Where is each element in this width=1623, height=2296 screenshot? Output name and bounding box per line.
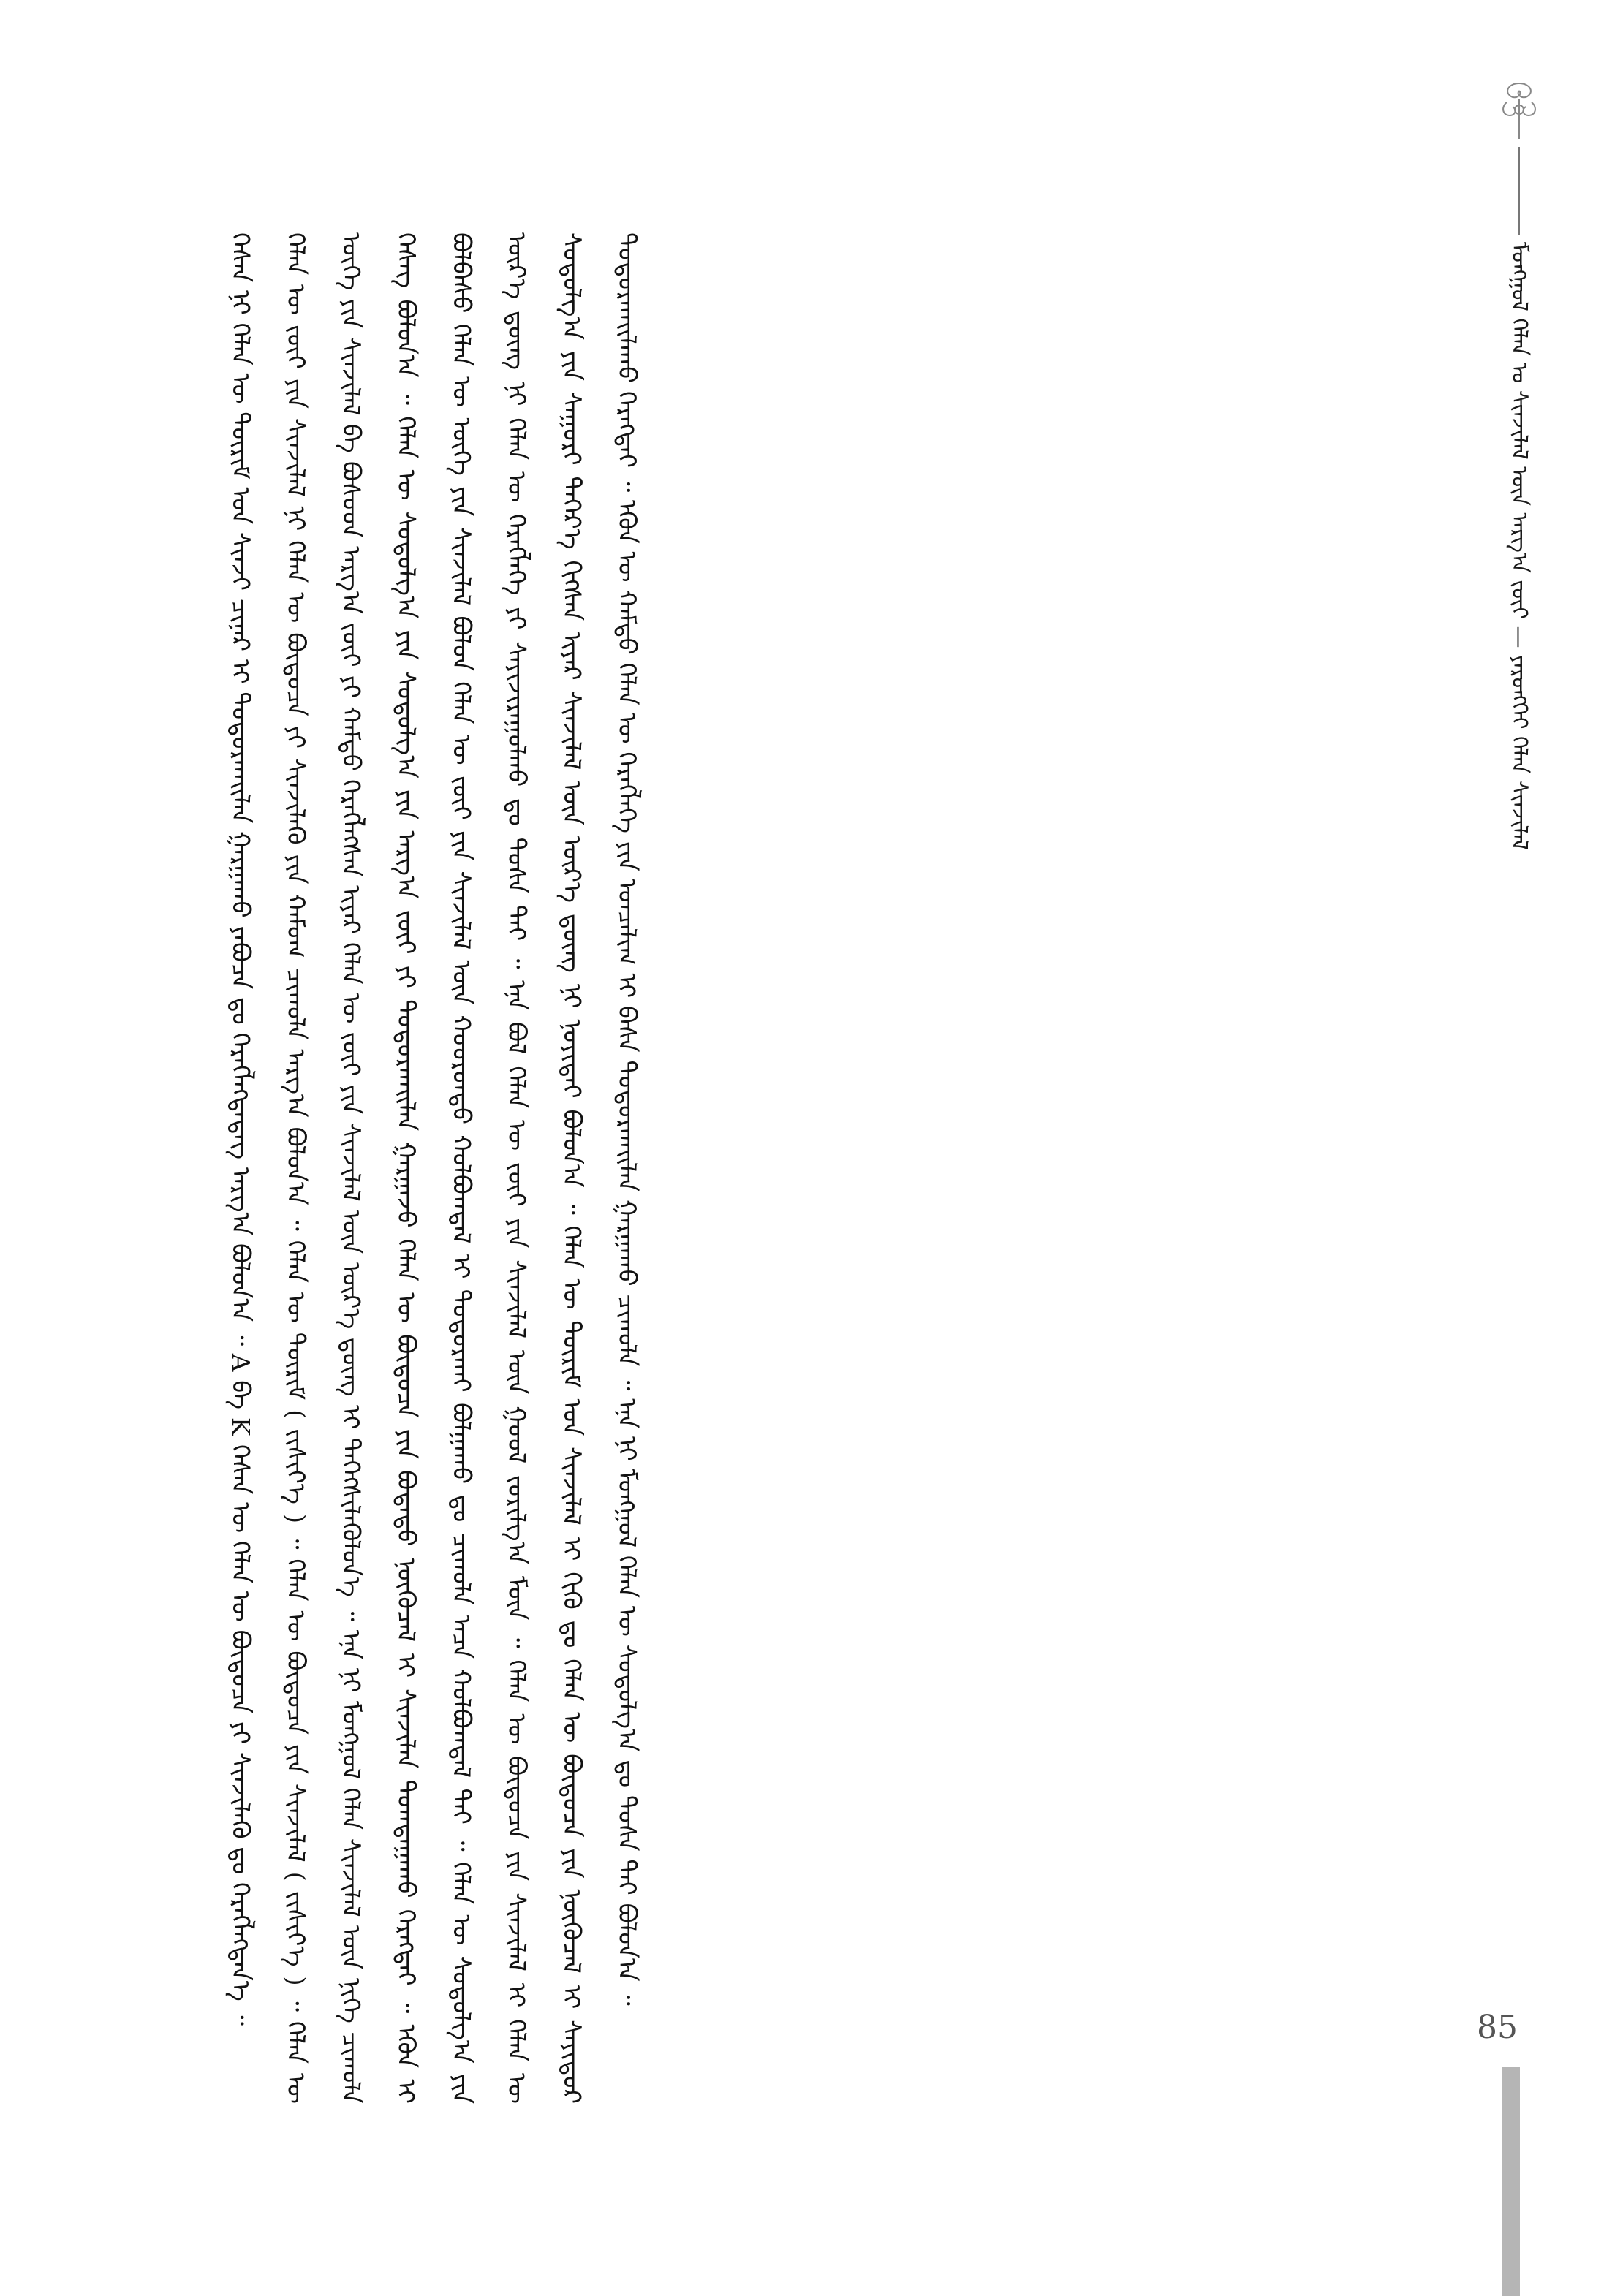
header-rule bbox=[1518, 147, 1520, 235]
page-edge-tab bbox=[1502, 2067, 1520, 2296]
page-number: 85 bbox=[1477, 2009, 1518, 2046]
running-header-text: ᠮᠣᠩᠭᠣᠯ ᠬᠡᠯᠡᠨ ᠤ ᠰᠢᠨᠵᠢᠯᠡᠯ ᠦᠨ ᠠᠷᠭ᠎ᠠ ᠵᠦᠢ — ᠶᠡᠷᠦᠩᠬᠡᠢ ᠬᠡᠯᠡᠨ ᠰᠢᠨᠵᠢᠯᠡᠯ bbox=[1506, 242, 1532, 850]
ornament-icon bbox=[1494, 80, 1545, 143]
paragraph: ᠭᠡᠰᠡᠨ ᠨᠢ ᠬᠡᠯᠡᠨ ᠦ ᠳᠦᠷᠢᠮ ᠤᠨ ᠰᠢᠨᠵᠢ ᠴᠢᠨᠠᠷ ᠢ ᠲᠣᠳᠣᠷᠬᠠᠢᠯᠠᠨ ᠭᠠᠷᠭᠠᠬᠤ ᠶᠠᠪᠤᠴᠠ ᠳᠤ ᠬᠡᠷᠡᠭᠯᠡᠭᠳᠡᠳᠡᠭ ᠠᠷᠭ᠎ᠠ ᠪᠣᠯᠤᠨ᠎ᠠ ᠃ A ᠪᠠ K ᠭᠡᠰᠡᠨ ᠦ ᠬᠡᠯᠡᠨ ᠦ ᠪᠦᠲᠦᠴᠡ ᠶᠢ ᠰᠢᠨᠵᠢᠯᠡᠬᠦ ᠳᠤ ᠬᠡᠷᠡᠭᠯᠡᠭᠳᠡᠨ᠎ᠡ ᠃ bbox=[225, 232, 255, 2026]
body-text bbox=[212, 232, 1524, 2104]
paragraph: ᠬᠡᠯᠡᠨ ᠦ ᠵᠦᠢ ᠶᠢᠨ ᠰᠢᠨᠵᠢᠯᠡᠯ ᠨᠢ ᠬᠡᠯᠡᠨ ᠦ ᠪᠦᠲᠦᠴᠡ ᠶᠢ ᠰᠢᠨᠵᠢᠯᠡᠬᠦ ᠶᠢᠨ ᠬᠠᠮᠤᠭ ᠴᠢᠬᠤᠯᠠ ᠠᠷᠭ᠎ᠠ ᠪᠣᠯᠤᠨ᠎ᠠ ᠃ ᠬᠡᠯᠡᠨ ᠦ ᠳᠦᠷᠢᠮ ( ᠵᠢᠱᠢᠶ᠎ᠡ ) ᠃ ᠬᠡᠯᠡᠨ ᠦ ᠪᠦᠲᠦᠴᠡ ᠶᠢᠨ ᠰᠢᠨᠵᠢᠯᠡᠯ ( ᠵᠢᠱᠢᠶ᠎ᠡ ) ᠃ ᠬᠡᠯᠡᠨ ᠦ ᠦᠭᠡ ᠶᠢᠨ ᠰᠢᠨᠵᠢᠯᠡᠯ ᠪᠠ ᠪᠤᠰᠤᠳ ᠠᠷᠭ᠎ᠠ ᠵᠦᠢ ᠶᠢ ᠬᠠᠮᠲᠤ ᠬᠡᠷᠡᠭᠯᠡᠭᠰᠡᠨ ᠢᠶᠡᠷ ᠬᠡᠯᠡᠨ ᠦ ᠵᠦᠢ ᠶᠢᠨ ᠰᠢᠨᠵᠢᠯᠡᠯ ᠦᠨ ᠦᠷ᠎ᠡ ᠳ᠋ᠦᠩ ᠢ ᠳᠡᠭᠡᠭᠰᠢᠯᠡᠭᠦᠯᠦᠨ᠎ᠡ ᠃ ᠡᠨᠡ ᠨᠢ ᠮᠣᠩᠭᠣᠯ ᠬᠡᠯᠡᠨ ᠰᠢᠨᠵᠢᠯᠡᠯ ᠦᠨ ᠨᠢᠭᠡ ᠴᠢᠬᠤᠯᠠ ᠬᠡᠰᠡᠭ ᠪᠣᠯᠤᠨ᠎ᠠ ᠃ ᠬᠡᠯᠡᠨ ᠦ ᠰᠤᠳᠤᠯᠭ᠎ᠠ ᠶᠢᠨ ᠰᠤᠳᠤᠯᠭ᠎ᠠ ᠶᠢᠨ ᠠᠷᠭ᠎ᠠ ᠵᠦᠢ ᠶᠢ ᠲᠣᠳᠣᠷᠬᠠᠢᠯᠠᠨ ᠭᠠᠷᠭᠠᠵᠤ ᠬᠡᠯᠡᠨ ᠦ ᠪᠦᠲᠦᠴᠡ ᠶᠢᠨ ᠪᠣᠳᠠᠲᠤ ᠨᠥᠬᠦᠴᠡᠯ ᠢ ᠰᠢᠨᠵᠢᠯᠡᠨ ᠲᠣᠭᠲᠠᠭᠠᠬᠤ ᠬᠡᠷᠡᠭᠲᠡᠢ ᠃ ᠡᠭᠦᠨ ᠢ ᠪᠣᠯᠪᠠᠰᠤ ᠬᠡᠯᠡᠨ ᠦ ᠦᠭᠡ ᠶᠢᠨ ᠰᠢᠨᠵᠢᠯᠡᠯ ᠪᠣᠯᠤᠨ ᠬᠡᠯᠡᠨ ᠦ ᠵᠦᠢ ᠶᠢᠨ ᠰᠢᠨᠵᠢᠯᠡᠯ ᠦᠨ ᠬᠣᠣᠷᠤᠨᠳᠤ ᠬᠣᠯᠪᠣᠭᠳᠠᠯ ᠢ ᠲᠣᠳᠣᠷᠬᠠᠢ ᠪᠣᠯᠭᠠᠬᠤ ᠳᠤ ᠴᠢᠬᠤᠯᠠ ᠠᠴᠠ ᠬᠣᠯᠪᠤᠭᠳᠠᠯ ᠲᠠᠢ ᠃ ᠬᠡᠯᠡᠨ ᠦ ᠰᠤᠳᠤᠯᠭ᠎ᠠ ᠶᠢᠨ ᠦᠷ᠎ᠡ ᠳ᠋ᠦᠩ ᠨᠢ ᠬᠡᠯᠡᠨ ᠦ ᠬᠡᠷᠡᠭᠯᠡᠭᠡ ᠶᠢ ᠰᠠᠶᠢᠵᠢᠷᠠᠭᠤᠯᠬᠤ ᠳᠤ ᠲᠤᠰᠠ ᠲᠠᠢ ᠃ ᠡᠨᠡ ᠪᠣᠯ ᠬᠡᠯᠡᠨ ᠦ ᠵᠦᠢ ᠶᠢᠨ ᠰᠢᠨᠵᠢᠯᠡᠯ ᠦᠨ ᠭᠣᠣᠯ ᠵᠣᠷᠢᠯᠭ᠎ᠠ ᠮᠦᠨ ᠃ ᠬᠡᠯᠡᠨ ᠦ ᠪᠦᠲᠦᠴᠡ ᠶᠢᠨ ᠰᠢᠨᠵᠢᠯᠡᠯ ᠢ ᠬᠡᠯᠡᠨ ᠦ ᠰᠤᠳᠤᠯᠭ᠎ᠠ ᠶᠢᠨ ᠰᠠᠭᠤᠷᠢ ᠳᠡᠭᠡᠷ᠎ᠡ ᠬᠢᠭᠰᠡᠨ ᠢᠶᠡᠷ ᠰᠢᠨᠵᠢᠯᠡᠯ ᠦᠨ ᠦᠷ᠎ᠡ ᠳ᠋ᠦᠩ ᠨᠢ ᠨᠣᠶᠢᠲᠠᠢ ᠪᠣᠯᠤᠨ᠎ᠠ ᠃ ᠬᠡᠯᠡᠨ ᠦ ᠳᠦᠷᠢᠮ ᠤᠨ ᠰᠢᠨᠵᠢᠯᠡᠯ ᠢ ᠬᠢᠬᠦ ᠳᠤ ᠬᠡᠯᠡᠨ ᠦ ᠪᠦᠲᠦᠴᠡ ᠶᠢᠨ ᠨᠥᠬᠦᠴᠡᠯ ᠢ ᠰᠠᠶᠢᠲᠤᠷ ᠲᠣᠳᠣᠷᠬᠠᠢᠯᠠᠬᠤ ᠬᠡᠷᠡᠭᠲᠡᠢ ᠃ ᠡᠭᠦᠨ ᠦ ᠬᠠᠮᠲᠤ ᠬᠡᠯᠡᠨ ᠦ ᠬᠡᠷᠡᠭᠯᠡᠭᠡ ᠶᠢᠨ ᠣᠨᠴᠠᠯᠢᠭ ᠢ ᠪᠠᠰᠠ ᠲᠣᠳᠣᠷᠬᠠᠢᠯᠠᠨ ᠭᠠᠷᠭᠠᠬᠤ ᠴᠢᠬᠤᠯᠠ ᠃ ᠡᠨᠡ ᠨᠢ ᠮᠣᠩᠭᠣᠯ ᠬᠡᠯᠡᠨ ᠦ ᠰᠤᠳᠤᠯᠭ᠎ᠠ ᠳᠤ ᠲᠤᠰᠠ ᠲᠠᠢ ᠪᠣᠯᠤᠨ᠎ᠠ ᠃ bbox=[281, 232, 641, 2104]
